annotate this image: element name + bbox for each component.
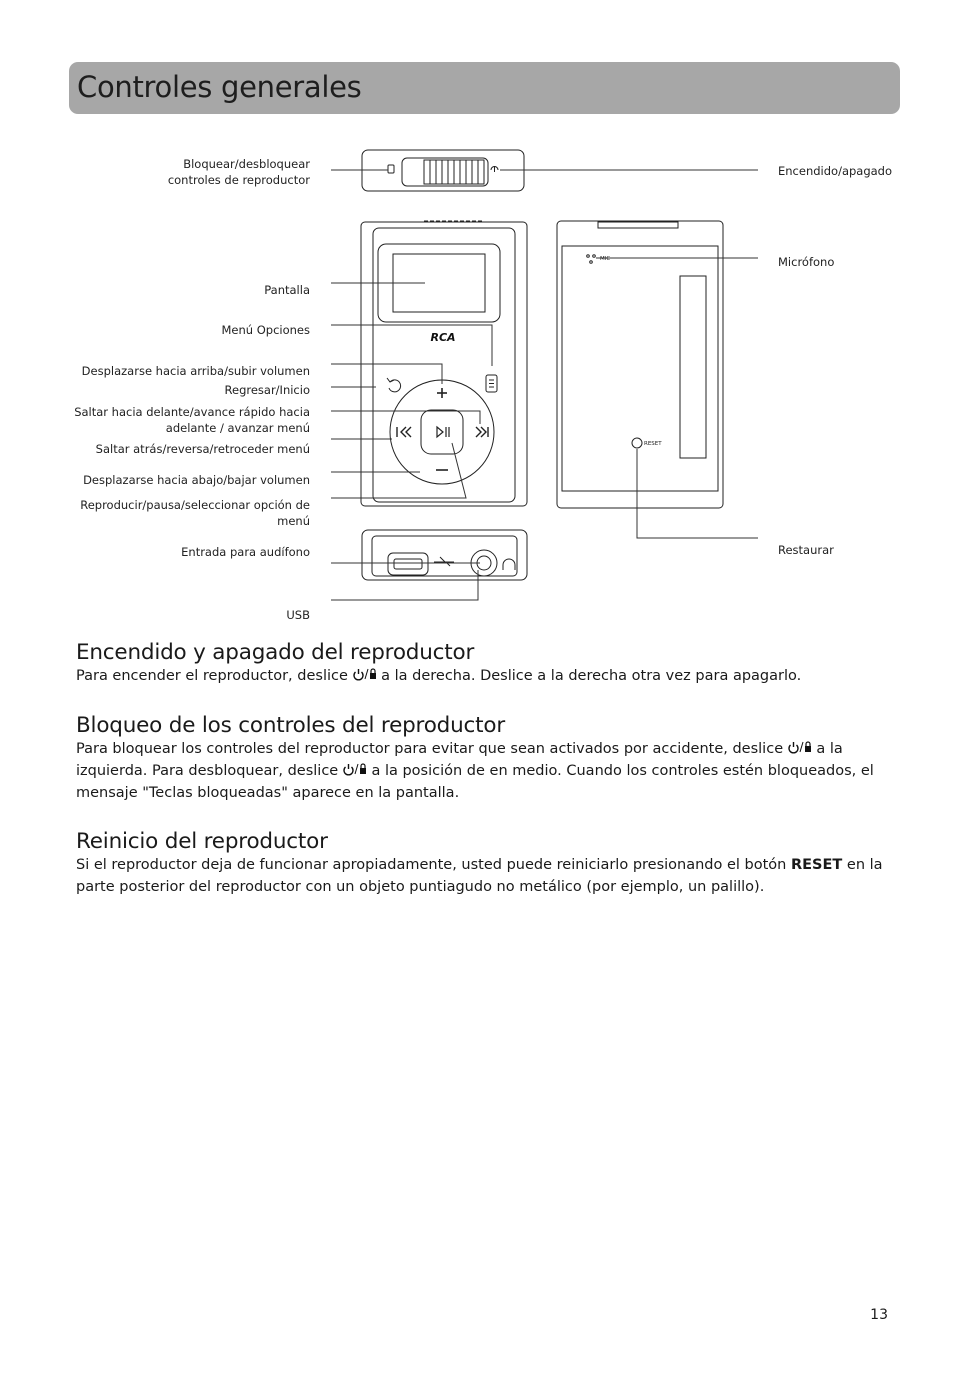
section-reset bbox=[76, 829, 896, 898]
section-heading: Reinicio del reproductor bbox=[76, 829, 328, 854]
label-options-menu: Menú Opciones bbox=[221, 323, 310, 337]
section-body: Para bloquear los controles del reproductor para evitar que sean activados por accidente, deslice a la izquierda. Para desbloquear, deslice a la posición de en medio. Cuando los controles estén bloqueados, el mensaje "Teclas bloqueadas" aparece en la pantalla. bbox=[76, 741, 874, 801]
label-microphone: Micrófono bbox=[778, 255, 835, 269]
mic-label: MIC bbox=[600, 256, 611, 262]
label-skip-forward: Saltar hacia delante/avance rápido hacia adelante / avanzar menú bbox=[74, 405, 310, 435]
label-scroll-up: Desplazarse hacia arriba/subir volumen bbox=[81, 364, 310, 378]
label-power: Encendido/apagado bbox=[778, 164, 893, 178]
reset-keyword: RESET bbox=[790, 857, 843, 873]
section-body: Si el reproductor deja de funcionar apropiadamente, usted puede reiniciarlo presionando el botón RESET en la parte posterior del reproductor con un objeto puntiagudo no metálico (por ejemplo, un palillo). bbox=[76, 857, 883, 895]
device-bottom-view bbox=[362, 530, 527, 580]
label-back-home: Regresar/Inicio bbox=[224, 383, 310, 397]
lock-icon bbox=[388, 165, 394, 173]
reset-label: RESET bbox=[644, 441, 662, 447]
reset-button bbox=[632, 438, 642, 448]
device-back-view bbox=[557, 221, 723, 508]
brand-logo: RCA bbox=[430, 331, 456, 344]
page-number: 13 bbox=[870, 1307, 888, 1323]
power-lock-icon bbox=[788, 740, 812, 754]
label-scroll-down: Desplazarse hacia abajo/bajar volumen bbox=[83, 473, 310, 487]
section-heading: Encendido y apagado del reproductor bbox=[76, 640, 475, 665]
headphone-icon bbox=[503, 559, 515, 570]
label-usb: USB bbox=[286, 608, 310, 622]
lock-slider bbox=[424, 160, 484, 184]
play-pause-button bbox=[421, 410, 463, 454]
section-heading: Bloqueo de los controles del reproductor bbox=[76, 713, 505, 738]
label-play-pause: Reproducir/pausa/seleccionar opción de menú bbox=[80, 498, 310, 528]
play-pause-icon bbox=[437, 427, 449, 437]
power-lock-icon bbox=[353, 667, 377, 681]
skip-forward-icon bbox=[476, 427, 488, 437]
label-lock: Bloquear/desbloquear controles de reproductor bbox=[167, 157, 310, 187]
label-skip-back: Saltar atrás/reversa/retroceder menú bbox=[95, 442, 310, 456]
label-screen: Pantalla bbox=[264, 283, 310, 297]
back-icon bbox=[387, 378, 401, 392]
label-headphone-jack: Entrada para audífono bbox=[181, 545, 310, 559]
page-title: Controles generales bbox=[77, 70, 362, 104]
section-power bbox=[76, 640, 896, 687]
skip-back-icon bbox=[397, 427, 411, 437]
section-lock bbox=[76, 713, 896, 804]
usb-icon bbox=[434, 557, 454, 566]
section-body: Para encender el reproductor, deslice a la derecha. Deslice a la derecha otra vez para apagarlo. bbox=[76, 668, 802, 684]
power-lock-icon bbox=[343, 762, 367, 776]
device-diagram bbox=[0, 0, 954, 640]
label-reset: Restaurar bbox=[778, 543, 834, 557]
